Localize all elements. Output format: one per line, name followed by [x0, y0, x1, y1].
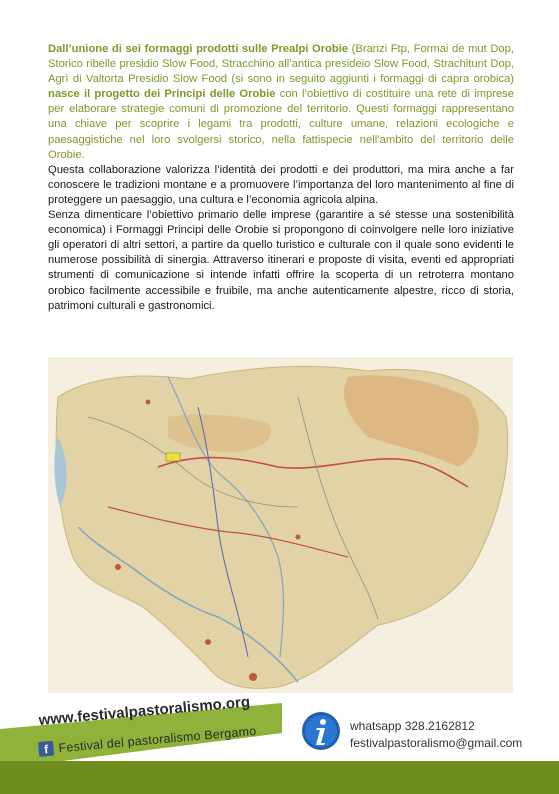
intro-paragraph — [48, 42, 514, 163]
map-illustration — [48, 357, 513, 693]
territory-map — [48, 357, 513, 693]
info-icon — [301, 711, 341, 751]
bottom-green-bar — [0, 761, 559, 794]
whatsapp-number[interactable]: whatsapp 328.2162812 — [350, 719, 475, 733]
facebook-icon: f — [38, 741, 54, 757]
collaboration-paragraph: Questa collaborazione valorizza l’identità dei prodotti e dei produttori, ma mira anche a far conoscere le tradizioni montane e a promuovere l’importanza del loro mantenimento al fine di proteggere un paesaggio, una cultura e l’economia agricola alpina. — [48, 163, 514, 206]
email-address[interactable]: festivalpastoralismo@gmail.com — [350, 736, 523, 750]
facebook-label: Festival del pastoralismo Bergamo — [57, 723, 257, 755]
intro-text-1: (Branzi Ftp, Formai de mut Dop, Storico ribelle presidio Slow Food, Stracchino all’antica presideio Slow Food, Strachitunt Dop, Agrì di Valtorta Presidio Slow Food (si sono in seguito aggiunti i formaggi di capra orobica) — [48, 43, 514, 86]
intro-bold-project: nasce il progetto dei Principi delle Orobie — [48, 88, 276, 101]
objectives-paragraph: Senza dimenticare l’obiettivo primario delle imprese (garantire a sé stesse una sostenibilità economica) i Formaggi Principi delle Orobie si propongono di coinvolgere nelle loro iniziative gli operatori di altri settori, a partire da quello turistico e culturale con il quale sono evidenti le numerose possibilità di sinergia. Attraverso itinerari e proposte di visita, eventi ed appropriati strumenti di comunicazione si intende infatti offrire la scoperta di un retroterra montano orobico facilmente accessibile e fruibile, ma anche autenticamente alpestre, ricco di storia, patrimoni culturali e gastronomici. — [48, 209, 514, 312]
body-text — [48, 42, 514, 314]
website-url[interactable]: www.festivalpastoralismo.org — [38, 693, 251, 729]
intro-bold-lead: Dall’unione di sei formaggi prodotti sulle Prealpi Orobie — [48, 43, 349, 55]
intro-text-2: con l’obiettivo di costituire una rete di imprese per elaborare strategie comuni di promozione del territorio. Questi formaggi rappresentano una chiave per scoprire i legami tra prodotti, culture umane, relazioni ecologiche e paesaggistiche nel loro svolgersi storico, nella fattispecie nell’ambito del territorio delle Orobie. — [48, 88, 514, 161]
contact-info — [350, 718, 522, 752]
